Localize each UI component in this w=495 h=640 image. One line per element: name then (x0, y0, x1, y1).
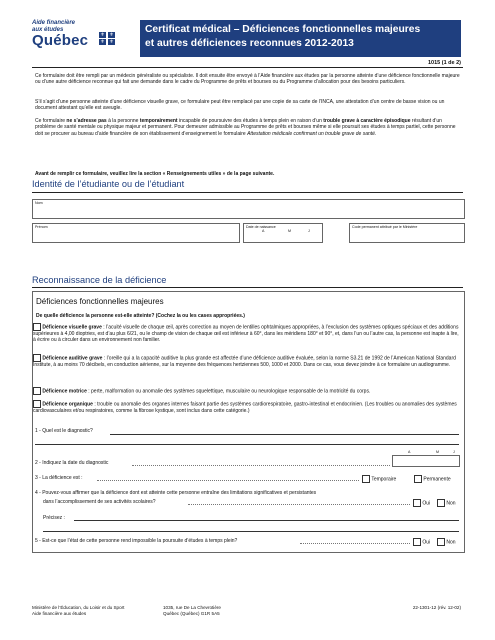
birth-date-label: Date de naissance (246, 225, 276, 229)
q4-yes-option: Oui (413, 499, 430, 507)
diagnosis-date-field[interactable] (392, 455, 460, 467)
footer-address: 1035, rue De La Chevrotière Québec (Québec) G1R 5A5 (163, 605, 221, 616)
permanent-option: Permanente (414, 475, 451, 483)
form-title-banner (140, 20, 461, 57)
q5-no-option: Non (437, 538, 456, 546)
title-line-1: Certificat médical – Déficiences fonctionnelles majeures (145, 24, 421, 35)
nom-field[interactable] (32, 199, 465, 219)
warning-read-info: Avant de remplir ce formulaire, veuillez lire la section « Renseignements utiles » de la page suivante. (35, 171, 275, 177)
section-heading-identity: Identité de l’étudiante ou de l’étudiant (32, 179, 185, 189)
organic-checkbox[interactable] (33, 400, 41, 408)
visual-checkbox[interactable] (33, 323, 41, 331)
birth-date-field[interactable]: Date de naissance A M J (243, 223, 323, 243)
permanent-checkbox[interactable] (414, 475, 422, 483)
intro-paragraph-2: S’il s’agit d’une personne atteinte d’une déficience visuelle grave, ce formulaire peut être remplacé par une copie de sa carte de l’INCA, une attestation d’un centre de basse vision ou un document attestant qu’elle est aveugle. (35, 99, 445, 112)
deficiency-motor-item: Déficience motrice : perte, malformation ou anomalie des systèmes squelettique, musculaire ou neurologique responsable de la motricité du corps. (33, 387, 459, 395)
motor-checkbox[interactable] (33, 387, 41, 395)
diagnosis-input-line-2[interactable] (35, 444, 459, 445)
q4-label-line2: dans l’accomplissement de ses activités scolaires? (43, 499, 156, 505)
precisez-label: Précisez : (43, 515, 65, 521)
diagnosis-input-line-1[interactable] (110, 434, 459, 435)
q2-date-label: 2 - Indiquez la date du diagnostic (35, 460, 109, 466)
deficiency-auditory-item: Déficience auditive grave : l’oreille qui a la capacité auditive la plus grande est affectée d’une déficience auditive évaluée, selon la norme S3.21 de 1992 de l’American National Standard Institute, à au moins 70 décibels, en conduction aérienne, sur la moyenne des fréquences hertziennes 500, 1000 et 2000. Dans ce cas, vous devez joindre à ce formulaire un audiogramme. (33, 355, 456, 368)
temporary-checkbox[interactable] (362, 475, 370, 483)
q3-label: 3 - La déficience est : (35, 475, 83, 481)
q4-no-checkbox[interactable] (437, 499, 445, 507)
logo-quebec-wordmark: Québec (32, 32, 89, 49)
q4-label-line1: 4 - Pouvez-vous affirmer que la déficience dont est atteinte cette personne entraîne des limitations significatives et persistantes (35, 490, 317, 496)
logo-agency-name: Aide financière aux études (32, 20, 76, 33)
temporary-option: Temporaire (362, 475, 396, 483)
q1-diagnosis-label: 1 - Quel est le diagnostic? (35, 428, 93, 434)
precisez-input-line-1[interactable] (74, 520, 459, 521)
q5-no-checkbox[interactable] (437, 538, 445, 546)
q4-yes-checkbox[interactable] (413, 499, 421, 507)
prenom-field[interactable] (32, 223, 240, 243)
section-heading-recognition: Reconnaissance de la déficience (32, 275, 167, 285)
q5-yes-checkbox[interactable] (413, 538, 421, 546)
precisez-input-line-2[interactable] (43, 531, 459, 532)
footer-form-code: 22-1301-12 (rév. 12-02) (412, 605, 461, 610)
divider (32, 67, 463, 68)
deficiency-organic-item: Déficience organique : trouble ou anomalie des organes internes faisant partie des systèmes cardiorespiratoire, gastro-intestinal et endocrinien. (Les troubles ou anomalies des systèmes cardiovasculaires et/ou respiratoires, comme la fibrose kystique, sont inclus dans cette catégorie.) (33, 401, 457, 414)
intro-paragraph-1: Ce formulaire doit être rempli par un médecin généraliste ou spécialiste. Il doit ensuite être envoyé à l’Aide financière aux études par la personne atteinte d’une déficience fonctionnelle majeure ou d’une autre déficience reconnue qui fait une demande dans le cadre du Programme de prêts et bourses ou du Programme d’allocation pour des besoins particuliers. (35, 73, 460, 86)
auditory-checkbox[interactable] (33, 354, 41, 362)
q4-no-option: Non (437, 499, 456, 507)
deficiency-visual-item: Déficience visuelle grave : l’acuité visuelle de chaque œil, après correction au moyen de lentilles ophtalmiques appropriées, à l’exclusion des systèmes optiques spéciaux et des additions supérieures à 4,00 dioptries, est d’au plus 6/21, ou le champ de vision de chaque œil est inférieur à 60°, dans les méridiens 180° et 90°, et, dans l’un ou l’autre cas, la personne est inapte à lire, à écrire ou à circuler dans un environnement non familier. (33, 324, 459, 344)
intro-paragraph-3: Ce formulaire ne s’adresse pas à la personne temporairement incapable de poursuivre des études à temps plein en raison d’un trouble grave à caractère épisodique résultant d’un problème de santé mentale ou physique majeur et permanent. Pour demeurer admissible au Programme de prêts et bourses même si elle poursuit ses études à temps partiel, cette personne doit se procurer au bureau d’aide financière de son établissement d’enseignement le formulaire Attestation médicale confirmant un trouble grave de santé. (35, 118, 456, 137)
divider (32, 287, 463, 288)
subheading-major-deficiencies: Déficiences fonctionnelles majeures (36, 297, 164, 306)
deficiency-question: De quelle déficience la personne est-elle atteinte? (Cochez la ou les cases appropriées.) (36, 313, 245, 319)
q5-yes-option: Oui (413, 538, 430, 546)
footer-ministry: Ministère de l’Éducation, du Loisir et du Sport Aide financière aux études (32, 605, 125, 616)
permanent-code-field[interactable] (349, 223, 465, 243)
divider (32, 192, 463, 193)
form-number: 1015 (1 de 2) (427, 60, 461, 66)
permanent-code-label: Code permanent attribué par le Ministère (352, 225, 418, 229)
nom-label: Nom (35, 201, 43, 205)
title-line-2: et autres déficiences reconnues 2012-2013 (145, 38, 354, 49)
q5-label: 5 - Est-ce que l’état de cette personne rend impossible la poursuite d’études à temps plein? (35, 538, 238, 544)
prenom-label: Prénom (35, 225, 48, 229)
